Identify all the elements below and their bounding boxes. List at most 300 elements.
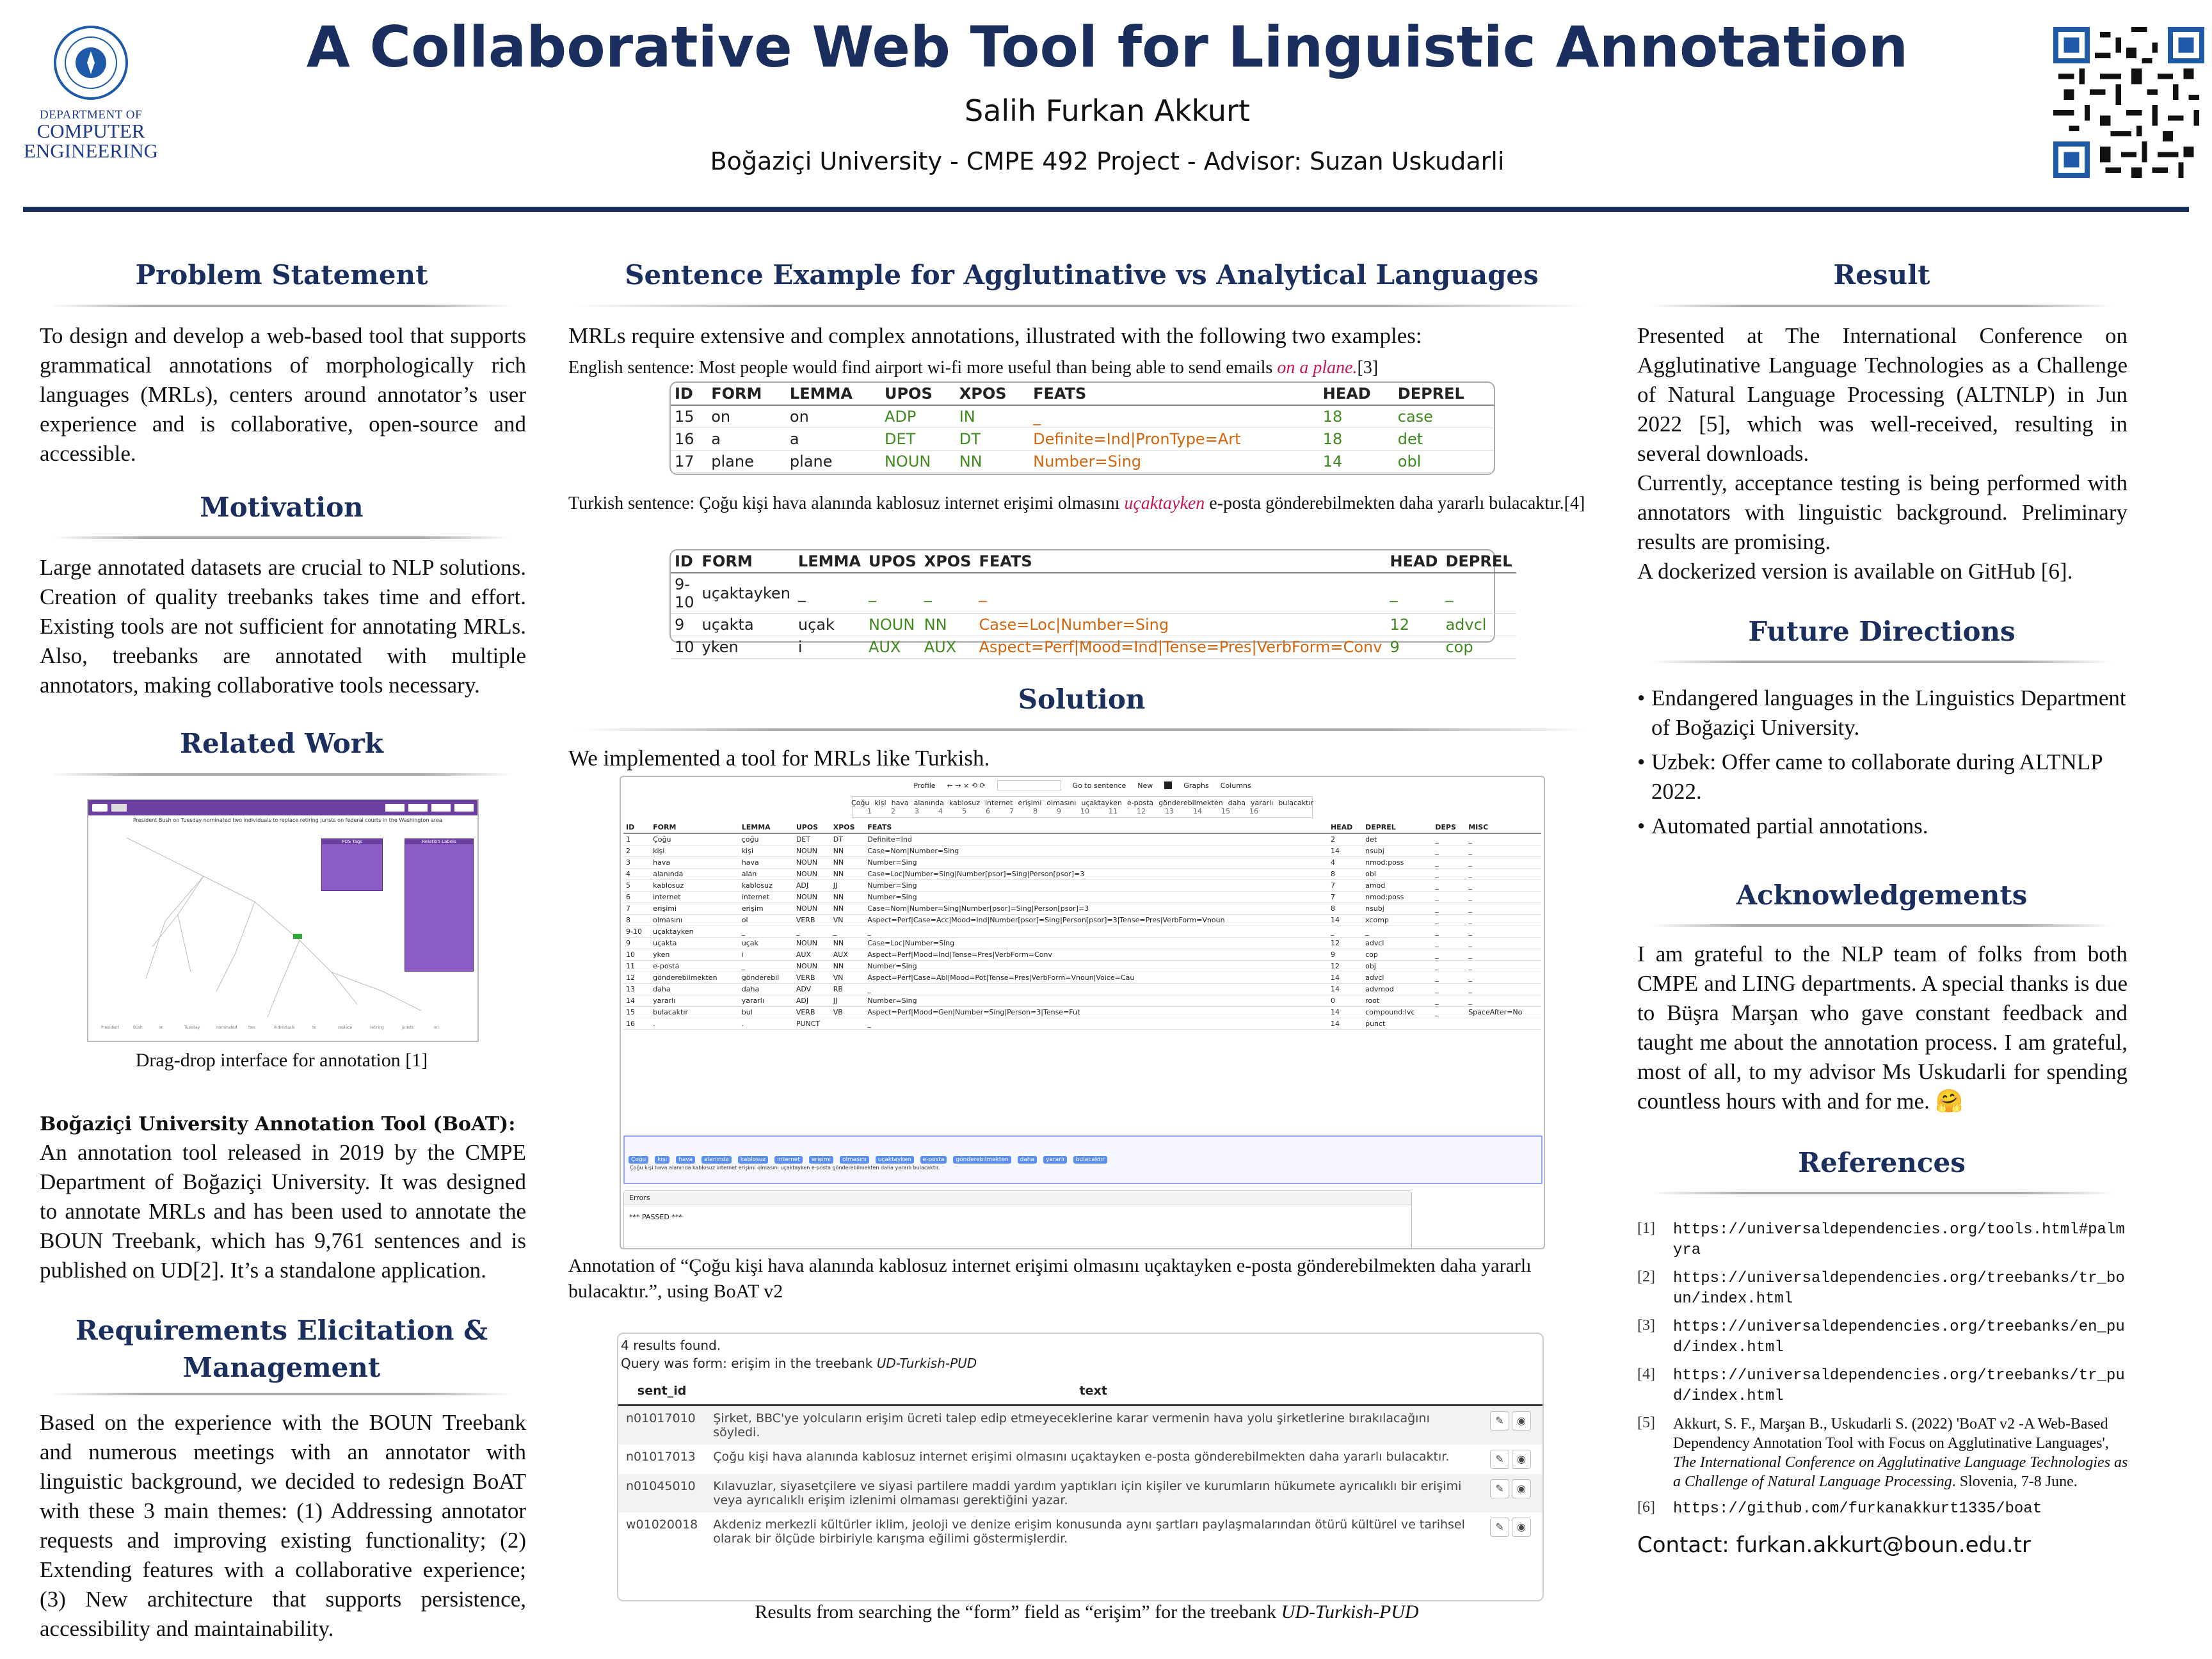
annotation-cell[interactable]: 14 xyxy=(1328,972,1363,984)
annotation-row[interactable] xyxy=(623,857,1541,869)
example-divider xyxy=(576,305,1587,307)
annotation-cell[interactable]: _ xyxy=(1466,949,1541,961)
annotation-cell[interactable]: DT xyxy=(831,833,865,846)
graph-node[interactable]: yararlı xyxy=(1043,1156,1067,1164)
annotation-cell[interactable]: _ xyxy=(1432,995,1466,1007)
annotation-cell[interactable] xyxy=(1432,1018,1466,1030)
annotation-cell[interactable]: 9-10 xyxy=(623,926,650,938)
annotation-cell[interactable]: olmasını xyxy=(650,915,739,926)
column-header: DEPS xyxy=(1432,822,1466,833)
annotation-cell[interactable]: erişimi xyxy=(650,903,739,915)
annotation-cell[interactable]: NOUN xyxy=(794,961,831,972)
annotation-cell[interactable]: _ xyxy=(1432,857,1466,869)
table-cell: 18 xyxy=(1319,405,1394,428)
annotation-cell[interactable]: hava xyxy=(650,857,739,869)
graph-node[interactable]: internet xyxy=(774,1156,803,1164)
table-cell: 9-10 xyxy=(671,573,698,614)
graph-node[interactable]: daha xyxy=(1018,1156,1037,1164)
sentence-word[interactable]: bulacaktır xyxy=(1278,799,1314,807)
column-header: XPOS xyxy=(831,822,865,833)
column-header: FEATS xyxy=(975,550,1386,573)
word-id: 13 xyxy=(1165,807,1174,815)
annotation-cell[interactable]: yararlı xyxy=(650,995,739,1007)
graph-node[interactable]: erişimi xyxy=(809,1156,833,1164)
annotation-cell[interactable]: nsubj xyxy=(1363,846,1432,857)
palmyra-button[interactable] xyxy=(454,804,474,812)
annotation-cell[interactable]: _ xyxy=(1363,926,1432,938)
annotation-cell[interactable]: amod xyxy=(1363,880,1432,892)
annotation-cell[interactable]: 2 xyxy=(623,846,650,857)
annotation-cell[interactable]: . xyxy=(739,1018,794,1030)
annotation-row[interactable] xyxy=(623,833,1541,846)
annotation-cell[interactable]: VB xyxy=(831,1007,865,1018)
annotation-cell[interactable]: NN xyxy=(831,938,865,949)
annotation-cell[interactable]: DET xyxy=(794,833,831,846)
annotation-cell[interactable]: Aspect=Perf|Mood=Gen|Number=Sing|Person=3|Tense=Fut xyxy=(865,1007,1328,1018)
motivation-divider xyxy=(51,536,512,539)
annotation-cell[interactable]: obj xyxy=(1363,961,1432,972)
annotation-cell[interactable]: nsubj xyxy=(1363,903,1432,915)
boat-screenshot xyxy=(620,776,1545,1249)
result-heading: Result xyxy=(1833,259,1930,291)
edit-icon[interactable]: ✎ xyxy=(1490,1450,1509,1469)
annotation-cell[interactable]: cop xyxy=(1363,949,1432,961)
annotation-cell[interactable]: kablosuz xyxy=(650,880,739,892)
palmyra-button[interactable] xyxy=(385,804,405,812)
reference-item[interactable]: [4] https://universaldependencies.org/treebanks/tr_pud/index.html xyxy=(1637,1366,2125,1405)
word-id: 15 xyxy=(1221,807,1230,815)
annotation-cell[interactable]: _ xyxy=(1466,938,1541,949)
annotation-cell[interactable]: 1 xyxy=(623,833,650,846)
annotation-row[interactable] xyxy=(623,846,1541,857)
view-icon[interactable]: ◉ xyxy=(1512,1411,1531,1431)
annotation-cell[interactable]: Aspect=Perf|Case=Acc|Mood=Ind|Number[psor]=Sing|Person[psor]=3|Tense=Pres|VerbForm=Vnoun xyxy=(865,915,1328,926)
sentence-word[interactable]: e-posta xyxy=(1126,799,1154,807)
table-cell: Aspect=Perf|Mood=Ind|Tense=Pres|VerbForm=Conv xyxy=(975,636,1386,659)
annotation-row[interactable] xyxy=(623,915,1541,926)
graph-node[interactable]: gönderebilmekten xyxy=(953,1156,1011,1164)
annotation-cell[interactable]: 9 xyxy=(1328,949,1363,961)
annotation-cell[interactable]: det xyxy=(1363,833,1432,846)
annotation-cell[interactable]: _ xyxy=(1466,869,1541,880)
toolbar-goto[interactable]: Go to sentence xyxy=(1072,781,1126,790)
annotation-cell[interactable]: kişi xyxy=(650,846,739,857)
annotation-row[interactable] xyxy=(623,949,1541,961)
annotation-cell[interactable]: _ xyxy=(1432,926,1466,938)
annotation-cell[interactable]: Number=Sing xyxy=(865,892,1328,903)
column-header: LEMMA xyxy=(794,550,865,573)
annotation-cell[interactable]: _ xyxy=(739,926,794,938)
annotation-cell[interactable]: _ xyxy=(1466,984,1541,995)
annotation-cell[interactable]: _ xyxy=(1432,984,1466,995)
palmyra-screenshot xyxy=(87,799,479,1042)
annotation-cell[interactable]: yken xyxy=(650,949,739,961)
annotation-cell[interactable]: _ xyxy=(1466,857,1541,869)
reference-item[interactable]: [1] https://universaldependencies.org/tools.html#palmyra xyxy=(1637,1220,2125,1259)
annotation-cell[interactable]: daha xyxy=(650,984,739,995)
sentence-word[interactable]: kişi xyxy=(874,799,886,807)
annotation-row[interactable] xyxy=(623,1018,1541,1030)
annotation-cell[interactable]: _ xyxy=(1328,926,1363,938)
table-row xyxy=(671,405,1494,428)
annotation-cell[interactable]: _ xyxy=(1432,880,1466,892)
annotation-cell[interactable]: _ xyxy=(739,961,794,972)
annotation-cell[interactable]: 13 xyxy=(623,984,650,995)
annotation-cell[interactable]: RB xyxy=(831,984,865,995)
annotation-cell[interactable]: Aspect=Perf|Case=Abl|Mood=Pot|Tense=Pres|VerbForm=Vnoun|Voice=Cau xyxy=(865,972,1328,984)
toolbar-new[interactable]: New xyxy=(1137,781,1153,790)
palmyra-button[interactable] xyxy=(408,804,428,812)
annotation-cell[interactable]: yararlı xyxy=(739,995,794,1007)
annotation-cell[interactable]: uçaktayken xyxy=(650,926,739,938)
annotation-row[interactable] xyxy=(623,984,1541,995)
annotation-cell[interactable]: NOUN xyxy=(794,846,831,857)
annotation-cell[interactable]: çoğu xyxy=(739,833,794,846)
annotation-cell[interactable]: Aspect=Perf|Mood=Ind|Tense=Pres|VerbForm=Conv xyxy=(865,949,1328,961)
annotation-cell[interactable]: _ xyxy=(1432,869,1466,880)
annotation-cell[interactable]: advcl xyxy=(1363,972,1432,984)
sentence-word[interactable]: Çoğu xyxy=(851,799,870,807)
annotation-row[interactable] xyxy=(623,972,1541,984)
sentence-word[interactable]: internet xyxy=(985,799,1013,807)
annotation-cell[interactable]: 12 xyxy=(623,972,650,984)
annotation-cell[interactable]: AUX xyxy=(831,949,865,961)
annotation-cell[interactable]: Case=Nom|Number=Sing xyxy=(865,846,1328,857)
annotation-cell[interactable]: _ xyxy=(865,1018,1328,1030)
annotation-cell[interactable]: _ xyxy=(1432,949,1466,961)
annotation-cell[interactable]: _ xyxy=(1466,846,1541,857)
annotation-cell[interactable]: ADJ xyxy=(794,880,831,892)
svg-text:individuals: individuals xyxy=(274,1025,295,1030)
ack-text: I am grateful to the NLP team of folks from both CMPE and LING departments. A special thanks is due to Büşra Marşan who gave constant feedback and taught me about the annotation process. I am grateful, most of all, to my advisor Ms Uskudarli for spending countless hours with and for me. 🤗 xyxy=(1637,942,2128,1114)
annotation-cell[interactable]: _ xyxy=(794,926,831,938)
annotation-cell[interactable]: NN xyxy=(831,961,865,972)
annotation-row[interactable] xyxy=(623,926,1541,938)
annotation-cell[interactable] xyxy=(831,1018,865,1030)
annotation-cell[interactable]: Case=Loc|Number=Sing xyxy=(865,938,1328,949)
annotation-cell[interactable]: e-posta xyxy=(650,961,739,972)
word-id: 8 xyxy=(1033,807,1038,815)
annotation-cell[interactable]: _ xyxy=(1466,926,1541,938)
annotation-cell[interactable]: 14 xyxy=(1328,915,1363,926)
annotation-cell[interactable]: 7 xyxy=(1328,892,1363,903)
annotation-cell[interactable]: ol xyxy=(739,915,794,926)
annotation-cell[interactable]: Number=Sing xyxy=(865,857,1328,869)
annotation-cell[interactable]: 9 xyxy=(623,938,650,949)
column-header: FORM xyxy=(698,550,794,573)
annotation-cell[interactable]: _ xyxy=(1432,972,1466,984)
search-results-panel xyxy=(617,1333,1544,1601)
annotation-cell[interactable]: 11 xyxy=(623,961,650,972)
annotation-cell[interactable]: _ xyxy=(1432,833,1466,846)
column-header: LEMMA xyxy=(786,383,881,405)
annotation-cell[interactable]: Case=Nom|Number=Sing|Number[psor]=Sing|Person[psor]=3 xyxy=(865,903,1328,915)
annotation-row[interactable] xyxy=(623,995,1541,1007)
annotation-cell[interactable]: _ xyxy=(831,926,865,938)
references-divider xyxy=(1651,1192,2112,1194)
table-cell: 16 xyxy=(671,428,707,451)
poster-title: A Collaborative Web Tool for Linguistic Annotation xyxy=(306,14,1909,80)
annotation-cell[interactable]: VN xyxy=(831,915,865,926)
annotation-cell[interactable]: Definite=Ind xyxy=(865,833,1328,846)
annotation-cell[interactable]: internet xyxy=(739,892,794,903)
annotation-cell[interactable]: _ xyxy=(1466,903,1541,915)
relation-labels-title: Relation Labels xyxy=(405,839,473,844)
annotation-cell[interactable]: 15 xyxy=(623,1007,650,1018)
annotation-cell[interactable]: _ xyxy=(1466,833,1541,846)
annotation-cell[interactable]: 3 xyxy=(623,857,650,869)
annotation-cell[interactable]: xcomp xyxy=(1363,915,1432,926)
annotation-cell[interactable]: 8 xyxy=(1328,903,1363,915)
edit-icon[interactable]: ✎ xyxy=(1490,1479,1509,1498)
toolbar-columns[interactable]: Columns xyxy=(1220,781,1251,790)
annotation-cell[interactable]: compound:lvc xyxy=(1363,1007,1432,1018)
annotation-row[interactable] xyxy=(623,961,1541,972)
graph-node[interactable]: kablosuz xyxy=(738,1156,768,1164)
qr-code-icon[interactable] xyxy=(2053,27,2204,178)
annotation-cell[interactable]: kablosuz xyxy=(739,880,794,892)
annotation-cell[interactable]: NOUN xyxy=(794,857,831,869)
table-cell: 14 xyxy=(1319,451,1394,473)
annotation-cell[interactable]: NN xyxy=(831,869,865,880)
annotation-cell[interactable]: uçakta xyxy=(650,938,739,949)
annotation-cell[interactable]: 14 xyxy=(623,995,650,1007)
annotation-cell[interactable]: 0 xyxy=(1328,995,1363,1007)
annotation-cell[interactable]: NN xyxy=(831,846,865,857)
annotation-cell[interactable]: 2 xyxy=(1328,833,1363,846)
annotation-cell[interactable]: _ xyxy=(1432,961,1466,972)
annotation-cell[interactable]: 14 xyxy=(1328,1007,1363,1018)
solution-divider xyxy=(576,728,1587,731)
problem-text: To design and develop a web-based tool that supports grammatical annotations of morphologically rich languages (MRLs), centers around annotator’s user experience and is collaborative, open-source and accessible. xyxy=(40,323,526,466)
annotation-cell[interactable]: VERB xyxy=(794,1007,831,1018)
annotation-cell[interactable]: _ xyxy=(865,984,1328,995)
references-list xyxy=(1637,1220,2149,1527)
annotation-cell[interactable]: gönderebilmekten xyxy=(650,972,739,984)
annotation-cell[interactable]: NOUN xyxy=(794,892,831,903)
sentence-word[interactable]: gönderebilmekten xyxy=(1158,799,1223,807)
pos-tags-panel xyxy=(321,838,383,891)
annotation-cell[interactable]: nmod:poss xyxy=(1363,857,1432,869)
annotation-cell[interactable]: AUX xyxy=(794,949,831,961)
annotation-cell[interactable]: JJ xyxy=(831,995,865,1007)
annotation-row[interactable] xyxy=(623,892,1541,903)
table-cell: on xyxy=(786,405,881,428)
annotation-cell[interactable]: internet xyxy=(650,892,739,903)
toolbar-arrows[interactable]: ← → × ⟲ ⟳ xyxy=(947,781,986,790)
annotation-cell[interactable]: 14 xyxy=(1328,1018,1363,1030)
ack-heading: Acknowledgements xyxy=(1736,879,2028,911)
edit-icon[interactable]: ✎ xyxy=(1490,1518,1509,1537)
annotation-cell[interactable]: 5 xyxy=(623,880,650,892)
annotation-cell[interactable]: JJ xyxy=(831,880,865,892)
annotation-cell[interactable]: i xyxy=(739,949,794,961)
view-icon[interactable]: ◉ xyxy=(1512,1518,1531,1537)
graph-node[interactable]: hava xyxy=(676,1156,695,1164)
sentence-word[interactable]: erişimi xyxy=(1018,799,1042,807)
annotation-cell[interactable]: alan xyxy=(739,869,794,880)
annotation-cell[interactable]: _ xyxy=(1432,892,1466,903)
annotation-cell[interactable]: Çoğu xyxy=(650,833,739,846)
annotation-cell[interactable]: uçak xyxy=(739,938,794,949)
table-cell: obl xyxy=(1394,451,1494,473)
annotation-cell[interactable]: daha xyxy=(739,984,794,995)
annotation-cell[interactable]: gönderebil xyxy=(739,972,794,984)
annotation-cell[interactable]: Number=Sing xyxy=(865,880,1328,892)
annotation-cell[interactable]: _ xyxy=(1432,903,1466,915)
annotation-cell[interactable]: NOUN xyxy=(794,938,831,949)
annotation-cell[interactable]: Case=Loc|Number=Sing|Number[psor]=Sing|Person[psor]=3 xyxy=(865,869,1328,880)
annotation-cell[interactable]: bulacaktır xyxy=(650,1007,739,1018)
graph-node[interactable]: bulacaktır xyxy=(1073,1156,1107,1164)
toolbar-profile[interactable]: Profile xyxy=(913,781,936,790)
toolbar-input[interactable] xyxy=(997,780,1061,790)
sentence-word[interactable]: olmasını xyxy=(1046,799,1077,807)
annotation-cell[interactable]: 4 xyxy=(623,869,650,880)
annotation-cell[interactable]: 16 xyxy=(623,1018,650,1030)
annotation-cell[interactable]: advcl xyxy=(1363,938,1432,949)
sentence-word[interactable]: hava xyxy=(891,799,909,807)
annotation-cell[interactable]: 8 xyxy=(623,915,650,926)
annotation-cell[interactable]: 12 xyxy=(1328,961,1363,972)
table-row xyxy=(671,573,1516,614)
toolbar-graphs[interactable]: Graphs xyxy=(1183,781,1209,790)
annotation-cell[interactable]: obl xyxy=(1363,869,1432,880)
annotation-cell[interactable]: 14 xyxy=(1328,846,1363,857)
graph-node[interactable]: uçaktayken xyxy=(876,1156,914,1164)
annotation-cell[interactable]: . xyxy=(650,1018,739,1030)
annotation-cell[interactable]: 8 xyxy=(1328,869,1363,880)
annotation-cell[interactable]: _ xyxy=(1466,961,1541,972)
annotation-cell[interactable]: 14 xyxy=(1328,984,1363,995)
annotation-cell[interactable]: _ xyxy=(1432,938,1466,949)
annotation-cell[interactable]: Number=Sing xyxy=(865,995,1328,1007)
sentence-word[interactable]: daha xyxy=(1228,799,1246,807)
column-header: FEATS xyxy=(865,822,1328,833)
annotation-cell[interactable]: NN xyxy=(831,857,865,869)
annotation-cell[interactable]: 7 xyxy=(623,903,650,915)
palmyra-button[interactable] xyxy=(111,804,127,812)
word-id: 2 xyxy=(891,807,895,815)
annotation-cell[interactable] xyxy=(1466,1018,1541,1030)
annotation-cell[interactable]: 6 xyxy=(623,892,650,903)
annotation-row[interactable] xyxy=(623,880,1541,892)
annotation-cell[interactable]: NN xyxy=(831,892,865,903)
annotation-row[interactable] xyxy=(623,1007,1541,1018)
turkish-conllu-table xyxy=(669,549,1512,656)
table-cell: uçaktayken xyxy=(698,573,794,614)
annotation-cell[interactable]: NOUN xyxy=(794,903,831,915)
svg-text:two: two xyxy=(248,1025,255,1030)
text-cell: Kılavuzlar, siyasetçilere ve siyasi partilere maddi yardım yaptıkları için kişiler ve kurumların hükumete ayrıcalıklı bir erişimi veya ayrıcalıklı erişim izlenimi olmaması gerektiğini yazar. xyxy=(705,1474,1481,1512)
actions-cell xyxy=(1481,1512,1543,1551)
text-cell: Şirket, BBC'ye yolcuların erişim ücreti talep edip etmeyeceklerine karar vermenin hava yolu şirketlerine bırakılacağını söyledi. xyxy=(705,1406,1481,1445)
reference-item[interactable]: [3] https://universaldependencies.org/treebanks/en_pud/index.html xyxy=(1637,1317,2125,1356)
annotation-cell[interactable]: _ xyxy=(1432,915,1466,926)
annotation-cell[interactable]: 4 xyxy=(1328,857,1363,869)
edit-icon[interactable]: ✎ xyxy=(1490,1411,1509,1431)
annotation-cell[interactable]: _ xyxy=(1466,995,1541,1007)
graph-node[interactable]: olmasını xyxy=(840,1156,869,1164)
boat-annotation-table xyxy=(623,822,1541,1030)
annotation-cell[interactable]: root xyxy=(1363,995,1432,1007)
annotation-cell[interactable]: _ xyxy=(1432,1007,1466,1018)
annotation-cell[interactable]: VN xyxy=(831,972,865,984)
annotation-cell[interactable]: PUNCT xyxy=(794,1018,831,1030)
column-header: FORM xyxy=(707,383,786,405)
palmyra-button[interactable] xyxy=(431,804,451,812)
sentence-word[interactable]: uçaktayken xyxy=(1081,799,1122,807)
requirements-heading: Requirements Elicitation & Management xyxy=(75,1315,488,1383)
word-id: 9 xyxy=(1057,807,1061,815)
annotation-cell[interactable]: ADV xyxy=(794,984,831,995)
annotation-cell[interactable]: punct xyxy=(1363,1018,1432,1030)
graph-node[interactable]: e-posta xyxy=(920,1156,947,1164)
annotation-cell[interactable]: NN xyxy=(831,903,865,915)
annotation-cell[interactable]: NOUN xyxy=(794,869,831,880)
department-logo xyxy=(14,24,168,178)
annotation-cell[interactable]: hava xyxy=(739,857,794,869)
table-cell: AUX xyxy=(920,636,975,659)
annotation-cell[interactable]: _ xyxy=(1466,915,1541,926)
sentence-word[interactable]: kablosuz xyxy=(949,799,980,807)
column-header: UPOS xyxy=(865,550,920,573)
pos-tags-title: POS Tags xyxy=(322,839,382,844)
annotation-cell[interactable]: ADJ xyxy=(794,995,831,1007)
errors-panel xyxy=(623,1190,1412,1249)
annotation-cell[interactable]: SpaceAfter=No xyxy=(1466,1007,1541,1018)
annotation-cell[interactable]: advmod xyxy=(1363,984,1432,995)
table-cell: NN xyxy=(920,614,975,636)
table-cell: advcl xyxy=(1441,614,1516,636)
annotation-cell[interactable]: erişim xyxy=(739,903,794,915)
reference-item[interactable]: [2] https://universaldependencies.org/treebanks/tr_boun/index.html xyxy=(1637,1269,2125,1308)
sentence-word[interactable]: alanında xyxy=(913,799,944,807)
annotation-cell[interactable]: _ xyxy=(1466,880,1541,892)
graph-node[interactable]: kişi xyxy=(655,1156,669,1164)
contact-line: Contact: furkan.akkurt@boun.edu.tr xyxy=(1637,1532,2031,1558)
toolbar-square[interactable] xyxy=(1164,781,1172,789)
annotation-row[interactable] xyxy=(623,903,1541,915)
annotation-cell[interactable]: VERB xyxy=(794,972,831,984)
annotation-cell[interactable]: bul xyxy=(739,1007,794,1018)
table-row xyxy=(671,451,1494,473)
annotation-cell[interactable]: _ xyxy=(1466,892,1541,903)
annotation-cell[interactable]: _ xyxy=(865,926,1328,938)
annotation-cell[interactable]: 12 xyxy=(1328,938,1363,949)
annotation-cell[interactable]: _ xyxy=(1466,972,1541,984)
annotation-row[interactable] xyxy=(623,869,1541,880)
annotation-cell[interactable]: VERB xyxy=(794,915,831,926)
sentence-word[interactable]: yararlı xyxy=(1251,799,1274,807)
view-icon[interactable]: ◉ xyxy=(1512,1479,1531,1498)
annotation-cell[interactable]: nmod:poss xyxy=(1363,892,1432,903)
annotation-cell[interactable]: 10 xyxy=(623,949,650,961)
reference-item[interactable]: [6] https://github.com/furkanakkurt1335/boat xyxy=(1637,1499,2042,1518)
annotation-cell[interactable]: alanında xyxy=(650,869,739,880)
table-cell: NOUN xyxy=(865,614,920,636)
references-heading: References xyxy=(1798,1147,1966,1178)
annotation-cell[interactable]: 7 xyxy=(1328,880,1363,892)
graph-node[interactable]: Çoğu xyxy=(629,1156,648,1164)
annotation-cell[interactable]: Number=Sing xyxy=(865,961,1328,972)
annotation-cell[interactable]: _ xyxy=(1432,846,1466,857)
annotation-row[interactable] xyxy=(623,938,1541,949)
graph-node[interactable]: alanında xyxy=(701,1156,732,1164)
view-icon[interactable]: ◉ xyxy=(1512,1450,1531,1469)
annotation-cell[interactable]: kişi xyxy=(739,846,794,857)
column-header: HEAD xyxy=(1328,822,1363,833)
